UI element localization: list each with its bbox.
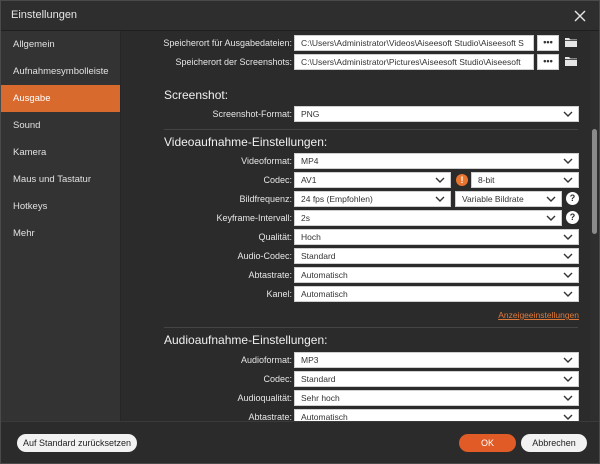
sidebar-item-aufnahmesymbolleiste[interactable]: Aufnahmesymbolleiste [13,66,109,77]
chevron-down-icon [562,392,574,404]
chevron-down-icon [562,108,574,120]
audio-quality-row [122,390,589,407]
audio-format-select[interactable] [294,352,579,368]
close-button[interactable] [571,7,589,25]
sidebar-item-maus-und-tastatur[interactable]: Maus und Tastatur [13,174,91,185]
video-format-label: Videoformat: [241,156,292,166]
video-bitdepth-select[interactable] [471,172,579,188]
video-format-row [122,153,589,170]
settings-sidebar [1,31,121,421]
chevron-down-icon [562,411,574,421]
chevron-down-icon [562,288,574,300]
chevron-down-icon [434,193,446,205]
video-samplerate-select[interactable] [294,267,579,283]
warning-icon[interactable]: ! [456,174,468,186]
video-audiocodec-select[interactable] [294,248,579,264]
video-samplerate-value: Automatisch [301,270,348,280]
screenshot-path-browse-button[interactable]: ••• [537,54,559,70]
screenshot-path-input[interactable]: C:\Users\Administrator\Pictures\Aiseesoft Studio\Aiseesoft [294,54,534,70]
chevron-down-icon [562,354,574,366]
screenshot-format-label: Screenshot-Format: [212,109,292,119]
chevron-down-icon [545,193,557,205]
sidebar-item-kamera[interactable]: Kamera [13,147,47,158]
video-format-value: MP4 [301,156,319,166]
sidebar-item-allgemein[interactable]: Allgemein [13,39,55,50]
audio-samplerate-select[interactable] [294,409,579,421]
video-framerate-row [122,191,589,208]
content-scrollbar[interactable] [590,31,599,421]
display-settings-link[interactable]: Anzeigeeinstellungen [498,310,579,320]
screenshot-format-select[interactable] [294,106,579,122]
chevron-down-icon [562,231,574,243]
screenshot-format-value: PNG [301,109,320,119]
video-framerate-select[interactable] [294,191,451,207]
video-audiocodec-value: Standard [301,251,336,261]
video-bitrate-select[interactable] [455,191,562,207]
reset-defaults-button[interactable]: Auf Standard zurücksetzen [17,434,137,452]
audio-format-value: MP3 [301,355,319,365]
title-bar [1,1,599,31]
audio-quality-label: Audioqualität: [237,393,292,403]
section-divider [164,129,578,130]
sidebar-item-sound[interactable]: Sound [13,120,41,131]
output-files-row [122,35,589,52]
video-framerate-label: Bildfrequenz: [239,194,292,204]
video-bitdepth-value: 8-bit [478,175,495,185]
screenshot-path-row [122,54,589,71]
scrollbar-thumb[interactable] [592,129,597,234]
audio-codec-row [122,371,589,388]
video-codec-select[interactable] [294,172,451,188]
video-keyframe-row [122,210,589,227]
video-framerate-value: 24 fps (Empfohlen) [301,194,373,204]
video-keyframe-label: Keyframe-Intervall: [216,213,292,223]
folder-icon[interactable] [564,55,578,67]
screenshot-format-row [122,106,589,123]
video-quality-label: Qualität: [258,232,292,242]
video-audiocodec-label: Audio-Codec: [237,251,292,261]
video-quality-select[interactable] [294,229,579,245]
video-bitrate-value: Variable Bildrate [462,194,524,204]
audio-samplerate-label: Abtastrate: [248,412,292,421]
video-keyframe-select[interactable] [294,210,562,226]
chevron-down-icon [562,373,574,385]
chevron-down-icon [562,155,574,167]
help-icon[interactable]: ? [566,192,579,205]
audio-codec-label: Codec: [263,374,292,384]
audio-codec-select[interactable] [294,371,579,387]
window-title: Einstellungen [11,9,78,21]
video-format-select[interactable] [294,153,579,169]
audio-format-row [122,352,589,369]
ok-button[interactable]: OK [459,434,516,452]
video-channel-value: Automatisch [301,289,348,299]
audio-quality-value: Sehr hoch [301,393,340,403]
video-keyframe-value: 2s [301,213,310,223]
video-channel-label: Kanel: [266,289,292,299]
video-audiocodec-row [122,248,589,265]
screenshot-section-title: Screenshot: [164,88,229,102]
audio-codec-value: Standard [301,374,336,384]
audio-samplerate-row [122,409,589,421]
cancel-button[interactable]: Abbrechen [521,434,587,452]
output-files-browse-button[interactable]: ••• [537,35,559,51]
sidebar-item-mehr[interactable]: Mehr [13,228,35,239]
output-files-label: Speicherort für Ausgabedateien: [163,38,292,48]
help-icon[interactable]: ? [566,211,579,224]
chevron-down-icon [562,250,574,262]
chevron-down-icon [545,212,557,224]
dialog-footer [1,421,599,463]
chevron-down-icon [562,174,574,186]
video-codec-value: AV1 [301,175,317,185]
chevron-down-icon [434,174,446,186]
video-quality-value: Hoch [301,232,321,242]
video-channel-select[interactable] [294,286,579,302]
video-samplerate-label: Abtastrate: [248,270,292,280]
folder-icon[interactable] [564,36,578,48]
section-divider [164,327,578,328]
chevron-down-icon [562,269,574,281]
close-icon [573,9,587,23]
audio-section-title: Audioaufnahme-Einstellungen: [164,333,328,347]
audio-format-label: Audioformat: [240,355,292,365]
screenshot-path-label: Speicherort der Screenshots: [175,57,292,67]
output-files-path-input[interactable]: C:\Users\Administrator\Videos\Aiseesoft Studio\Aiseesoft S [294,35,534,51]
video-quality-row [122,229,589,246]
sidebar-item-ausgabe[interactable]: Ausgabe [1,85,120,112]
audio-quality-select[interactable] [294,390,579,406]
audio-samplerate-value: Automatisch [301,412,348,421]
video-channel-row [122,286,589,303]
video-codec-row [122,172,589,189]
settings-content [122,31,589,421]
video-samplerate-row [122,267,589,284]
video-section-title: Videoaufnahme-Einstellungen: [164,135,328,149]
video-codec-label: Codec: [263,175,292,185]
sidebar-item-hotkeys[interactable]: Hotkeys [13,201,48,212]
